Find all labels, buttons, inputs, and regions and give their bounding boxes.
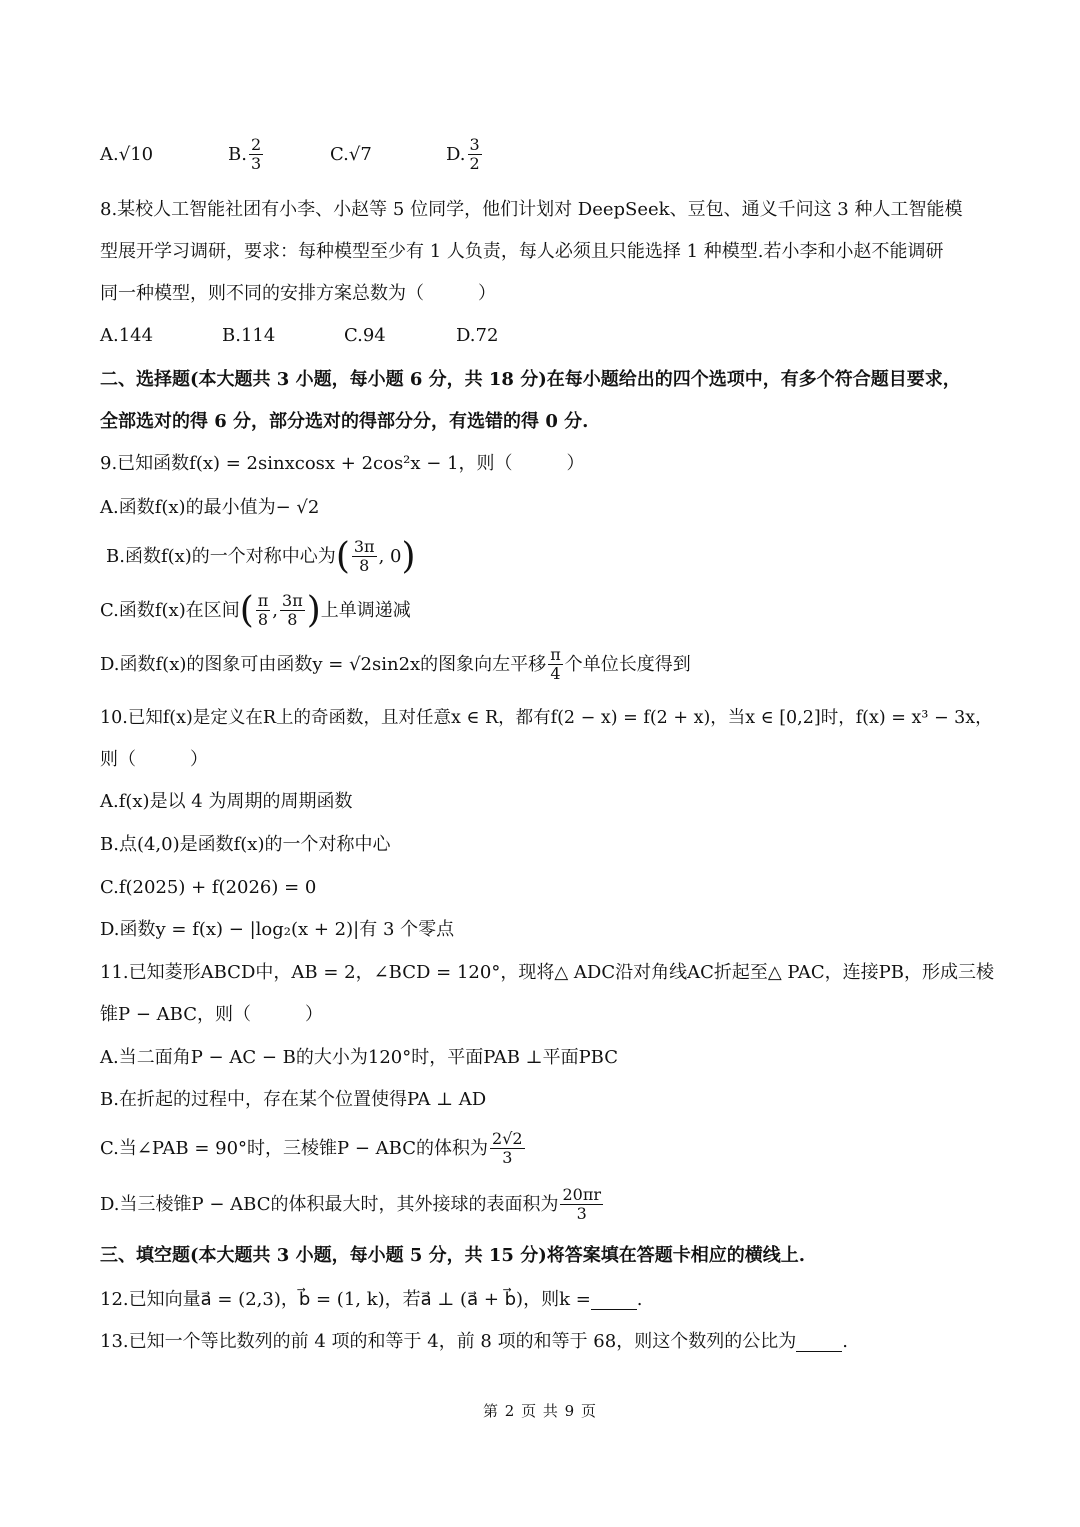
fraction-denominator: 8 (257, 610, 269, 629)
q13 (100, 1330, 848, 1354)
open-paren: ( (239, 589, 254, 631)
q9-option-c (100, 589, 411, 631)
q8-line-3: 同一种模型，则不同的安排方案总数为（ ） (100, 283, 496, 304)
q9-option-c-suffix: 上单调递减 (320, 599, 411, 621)
q10-stem-line-1: 10.已知f(x)是定义在R上的奇函数，且对任意x ∈ R，都有f(2 − x) = f(2 + x)，当x ∈ [0,2]时，f(x) = x³ − 3x， (100, 708, 993, 728)
q7-option-a: A.√10 (100, 143, 154, 165)
q13-text: 13.已知一个等比数列的前 4 项的和等于 4，前 8 项的和等于 68，则这个数列的公比为 (100, 1331, 797, 1352)
q7-option-d-fraction (468, 136, 482, 173)
fraction-numerator: 3π (353, 537, 375, 556)
q9-option-d-suffix: 个单位长度得到 (564, 653, 691, 675)
q9-option-d (100, 646, 691, 683)
q8-option-d: D.72 (456, 325, 499, 346)
q7-options (100, 136, 484, 173)
q7-option-d-label: D. (446, 143, 466, 165)
section3-heading: 三、填空题(本大题共 3 小题，每小题 5 分，共 15 分)将答案填在答题卡相应的横线上. (100, 1245, 805, 1266)
q9-option-d-text: D.函数f(x)的图象可由函数y = √2sin2x的图象向左平移 (100, 653, 547, 675)
q10-option-c: C.f(2025) + f(2026) = 0 (100, 877, 317, 898)
page-footer: 第 2 页 共 9 页 (483, 1402, 597, 1420)
q9-option-b-text: B.函数f(x)的一个对称中心为 (106, 545, 336, 567)
fraction-numerator: 3π (282, 591, 303, 610)
q9-option-c-fraction-1 (256, 592, 271, 629)
fraction-denominator: 2 (469, 154, 480, 173)
q9-stem: 9.已知函数f(x) = 2sinxcosx + 2cos²x − 1，则（ ） (100, 453, 585, 474)
q11-option-d-fraction (560, 1186, 603, 1223)
q11-option-c-fraction (490, 1130, 525, 1167)
q7-option-b-fraction (249, 136, 263, 173)
q12 (100, 1288, 643, 1312)
q10-option-a: A.f(x)是以 4 为周期的周期函数 (100, 791, 353, 812)
fraction-denominator: 3 (250, 154, 262, 173)
q7-option-c: C.√7 (330, 143, 372, 165)
q7-option-b (228, 136, 330, 173)
q13-answer-blank[interactable] (796, 1333, 842, 1352)
q8-option-b: B.114 (222, 325, 276, 346)
q8-options (100, 324, 498, 348)
fraction-numerator: 2√2 (492, 1129, 523, 1148)
fraction-numerator: 2 (250, 135, 262, 154)
q11-option-d (100, 1186, 605, 1223)
close-paren: ) (401, 535, 416, 577)
q11-option-c-text: C.当∠PAB = 90°时，三棱锥P − ABC的体积为 (100, 1137, 489, 1159)
q9-option-a: A.函数f(x)的最小值为− √2 (100, 497, 320, 518)
close-paren: ) (306, 589, 321, 631)
q7-option-b-label: B. (228, 143, 247, 165)
q9-option-b-suffix: , 0 (378, 545, 402, 567)
q7-option-d (446, 136, 484, 173)
q8-line-2: 型展开学习调研，要求：每种模型至少有 1 人负责，每人必须且只能选择 1 种模型.若小李和小赵不能调研 (100, 241, 944, 262)
q11-option-a: A.当二面角P − AC − B的大小为120°时，平面PAB ⊥平面PBC (100, 1047, 619, 1068)
q11-option-c (100, 1130, 527, 1167)
fraction-denominator: 3 (576, 1204, 587, 1223)
q9-option-b-fraction (352, 538, 377, 575)
fraction-denominator: 8 (287, 610, 298, 629)
q8-option-c: C.94 (344, 325, 386, 346)
q10-option-d: D.函数y = f(x) − |log₂(x + 2)|有 3 个零点 (100, 919, 455, 940)
q9-option-d-fraction (548, 646, 563, 683)
q11-option-d-text: D.当三棱锥P − ABC的体积最大时，其外接球的表面积为 (100, 1193, 559, 1215)
q9-option-c-fraction-2 (280, 592, 305, 629)
fraction-denominator: 3 (502, 1148, 513, 1167)
open-paren: ( (335, 535, 350, 577)
comma: , (272, 599, 279, 621)
q8-option-a: A.144 (100, 325, 154, 346)
fraction-denominator: 4 (550, 664, 561, 683)
fraction-denominator: 8 (359, 556, 370, 575)
q10-stem-line-2: 则（ ） (100, 749, 208, 770)
q13-period: . (842, 1331, 848, 1352)
fraction-numerator: π (257, 591, 269, 610)
section2-heading-line-2: 全部选对的得 6 分，部分选对的得部分分，有选错的得 0 分. (100, 411, 589, 432)
q12-text: 12.已知向量a⃗ = (2,3)，b⃗ = (1, k)，若a⃗ ⊥ (a⃗ + b⃗)，则k = (100, 1289, 591, 1310)
fraction-numerator: π (550, 645, 561, 664)
q11-stem-line-2: 锥P − ABC，则（ ） (100, 1004, 323, 1025)
q12-period: . (636, 1289, 643, 1310)
q8-line-1: 8.某校人工智能社团有小李、小赵等 5 位同学，他们计划对 DeepSeek、豆包、通义千问这 3 种人工智能模 (100, 199, 963, 220)
q12-answer-blank[interactable] (591, 1291, 637, 1310)
q11-option-b: B.在折起的过程中，存在某个位置使得PA ⊥ AD (100, 1089, 487, 1110)
q11-stem-line-1: 11.已知菱形ABCD中，AB = 2，∠BCD = 120°，现将△ ADC沿对角线AC折起至△ PAC，连接PB，形成三棱 (100, 962, 994, 983)
fraction-numerator: 3 (469, 135, 480, 154)
q9-option-b (106, 535, 416, 577)
q10-option-b: B.点(4,0)是函数f(x)的一个对称中心 (100, 834, 391, 855)
section2-heading-line-1: 二、选择题(本大题共 3 小题，每小题 6 分，共 18 分)在每小题给出的四个选项中，有多个符合题目要求， (100, 369, 961, 390)
fraction-numerator: 20πr (562, 1185, 602, 1204)
q9-option-c-text: C.函数f(x)在区间 (100, 599, 240, 621)
